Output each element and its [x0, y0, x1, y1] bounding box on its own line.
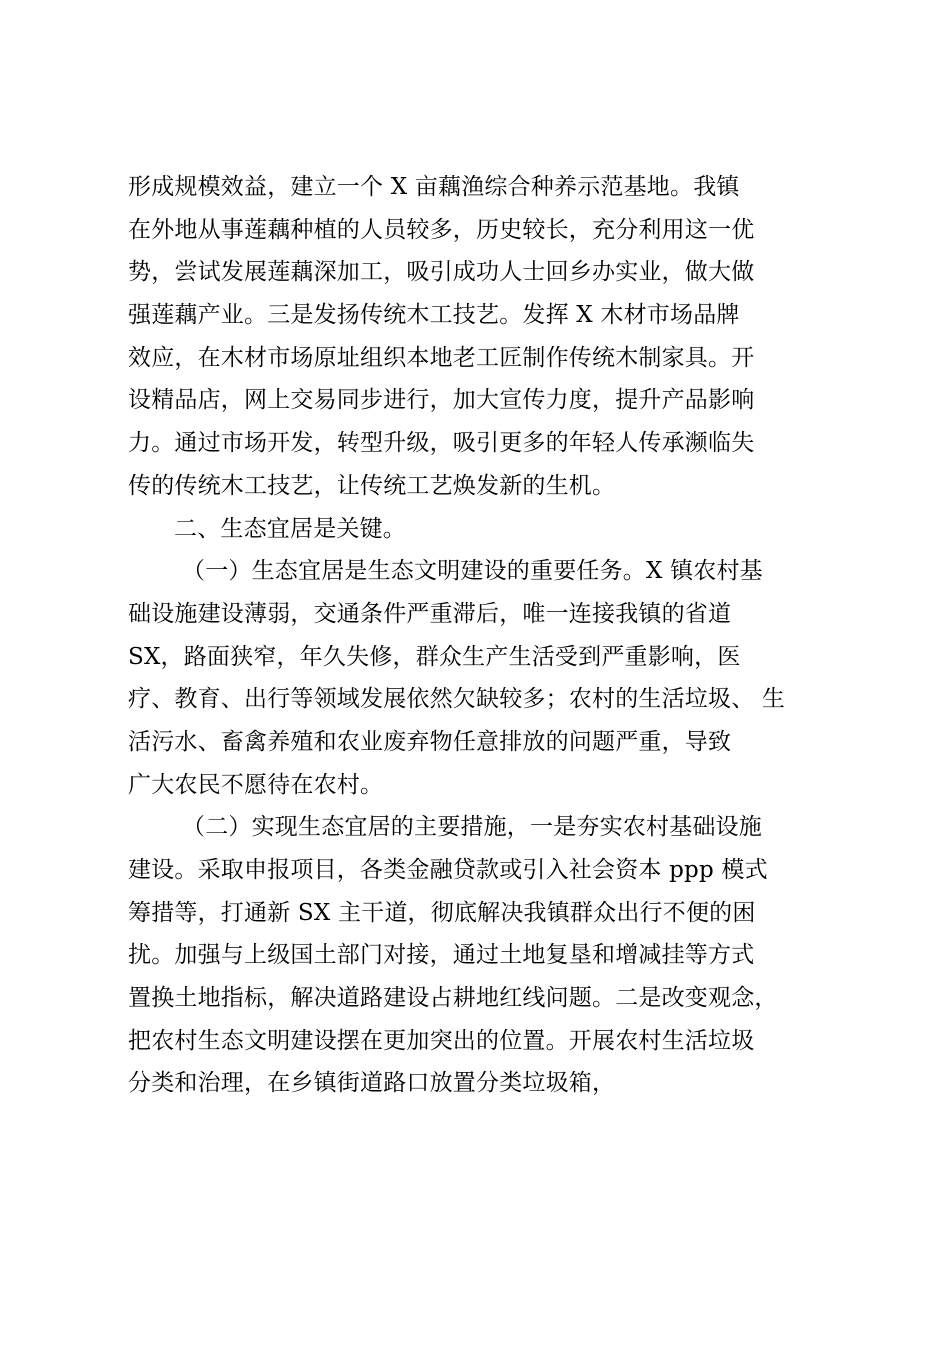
paragraph-line: 筹措等，打通新 SX 主干道，彻底解决我镇群众出行不便的困 — [128, 899, 756, 926]
paragraph-line: 置换土地指标，解决道路建设占耕地红线问题。二是改变观念， — [128, 985, 778, 1012]
paragraph-line: 扰。加强与上级国土部门对接，通过土地复垦和增减挂等方式 — [128, 942, 755, 969]
paragraph-line: 传的传统木工技艺，让传统工艺焕发新的生机。 — [128, 472, 616, 499]
paragraph-line: 设精品店，网上交易同步进行，加大宣传力度，提升产品影响 — [128, 387, 755, 414]
paragraph-line: 疗、教育、出行等领域发展依然欠缺较多；农村的生活垃圾、 生 — [128, 686, 786, 713]
section-heading: 二、生态宜居是关键。 — [174, 515, 406, 542]
paragraph-line: 活污水、畜禽养殖和农业废弃物任意排放的问题严重，导致 — [128, 728, 732, 755]
paragraph-line: 广大农民不愿待在农村。 — [128, 771, 384, 798]
paragraph-line: （一）生态宜居是生态文明建设的重要任务。X 镇农村基 — [182, 558, 763, 585]
paragraph-line: 势，尝试发展莲藕深加工，吸引成功人士回乡办实业，做大做 — [128, 259, 755, 286]
paragraph-line: 力。通过市场开发，转型升级，吸引更多的年轻人传承濒临失 — [128, 430, 755, 457]
body-text — [128, 166, 848, 1105]
paragraph-line: 形成规模效益，建立一个 X 亩藕渔综合种养示范基地。我镇 — [128, 174, 740, 200]
paragraph-line: 在外地从事莲藕种植的人员较多，历史较长，充分利用这一优 — [128, 216, 755, 243]
paragraph-line: 分类和治理，在乡镇街道路口放置分类垃圾箱， — [128, 1070, 616, 1097]
paragraph-line: SX，路面狭窄，年久失修，群众生产生活受到严重影响，医 — [128, 643, 741, 670]
paragraph-line: 础设施建设薄弱，交通条件严重滞后，唯一连接我镇的省道 — [128, 600, 732, 627]
paragraph-line: 建设。采取申报项目，各类金融贷款或引入社会资本 ppp 模式 — [128, 857, 768, 883]
paragraph-line: 效应，在木材市场原址组织本地老工匠制作传统木制家具。开 — [128, 344, 755, 371]
paragraph-line: （二）实现生态宜居的主要措施，一是夯实农村基础设施 — [182, 814, 762, 841]
paragraph-line: 强莲藕产业。三是发扬传统木工技艺。发挥 X 木材市场品牌 — [128, 302, 740, 329]
paragraph-line: 把农村生态文明建设摆在更加突出的位置。开展农村生活垃圾 — [128, 1027, 755, 1054]
